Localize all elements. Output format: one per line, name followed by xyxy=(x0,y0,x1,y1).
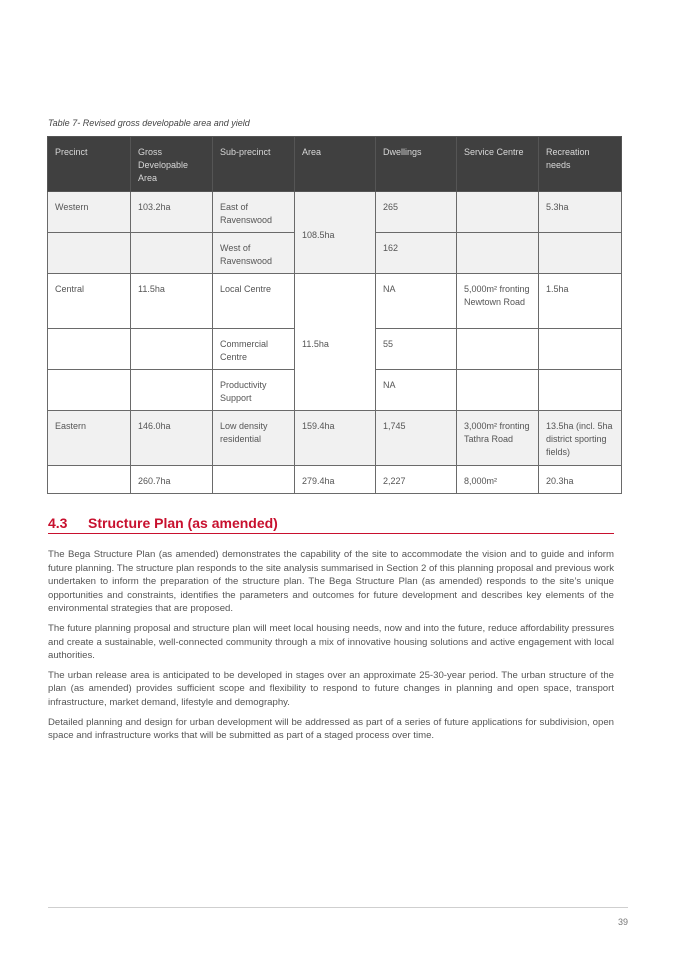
cell-service xyxy=(457,370,539,411)
cell-gross-total: 260.7ha xyxy=(131,466,213,494)
cell-recreation xyxy=(539,233,622,274)
cell-area: 11.5ha xyxy=(295,274,376,411)
table-row xyxy=(48,192,622,233)
table-row xyxy=(48,274,622,329)
cell-gross xyxy=(131,329,213,370)
cell-dwellings: 1,745 xyxy=(376,411,457,466)
cell-area: 108.5ha xyxy=(295,192,376,274)
cell-dwellings-total: 2,227 xyxy=(376,466,457,494)
header-sub-precinct: Sub-precinct xyxy=(213,137,295,192)
paragraph: The urban release area is anticipated to be developed in stages over an approximate 25-30-year period. The urban structure of the plan (as amended) provides sufficient scope and flexibility to respond to future changes in planning and open space, transport infrastructure, market demand, lifestyle and demography. xyxy=(48,669,614,708)
cell-precinct xyxy=(48,233,131,274)
cell-precinct xyxy=(48,370,131,411)
cell-service xyxy=(457,192,539,233)
table-total-row xyxy=(48,466,622,494)
cell-dwellings: 162 xyxy=(376,233,457,274)
cell-sub-precinct: Local Centre xyxy=(213,274,295,329)
table-row xyxy=(48,411,622,466)
cell-sub-precinct: Commercial Centre xyxy=(213,329,295,370)
header-gross-developable-area: Gross Developable Area xyxy=(131,137,213,192)
cell-gross: 11.5ha xyxy=(131,274,213,329)
cell-service: 3,000m² fronting Tathra Road xyxy=(457,411,539,466)
cell-recreation-total: 20.3ha xyxy=(539,466,622,494)
section-title: Structure Plan (as amended) xyxy=(88,515,278,531)
header-dwellings: Dwellings xyxy=(376,137,457,192)
section-heading xyxy=(48,515,614,534)
cell-area: 159.4ha xyxy=(295,411,376,466)
cell-service xyxy=(457,329,539,370)
header-area: Area xyxy=(295,137,376,192)
cell-recreation xyxy=(539,329,622,370)
cell-recreation: 13.5ha (incl. 5ha district sporting fields) xyxy=(539,411,622,466)
cell-sub-precinct: Low density residential xyxy=(213,411,295,466)
body-text xyxy=(48,548,614,749)
header-service-centre: Service Centre xyxy=(457,137,539,192)
cell-recreation xyxy=(539,370,622,411)
cell-area-total: 279.4ha xyxy=(295,466,376,494)
cell-sub-precinct: Productivity Support xyxy=(213,370,295,411)
cell-dwellings: 55 xyxy=(376,329,457,370)
paragraph: The Bega Structure Plan (as amended) demonstrates the capability of the site to accommodate the vision and to guide and inform future planning. The structure plan responds to the site analysis summarised in Section 2 of this planning proposal and previous work undertaken to inform the preparation of the structure plan. The Bega Structure Plan (as amended) responds to the site’s unique opportunities and constraints, identifies the parameters and outcomes for future development and describes key elements of the environmental strategies that are proposed. xyxy=(48,549,614,615)
section-number: 4.3 xyxy=(48,515,68,531)
cell-service: 5,000m² fronting Newtown Road xyxy=(457,274,539,329)
page-number: 39 xyxy=(617,917,628,927)
cell-precinct xyxy=(48,329,131,370)
cell-dwellings: NA xyxy=(376,370,457,411)
cell-gross xyxy=(131,233,213,274)
cell-precinct: Eastern xyxy=(48,411,131,466)
footer-divider xyxy=(48,907,628,908)
cell-dwellings: 265 xyxy=(376,192,457,233)
paragraph: The future planning proposal and structure plan will meet local housing needs, now and into the future, reduce affordability pressures and create a sustainable, well-connected community through a mix of innovative housing solutions and active engagement with local authorities. xyxy=(48,622,614,662)
cell-precinct xyxy=(48,466,131,494)
cell-sub-precinct: West of Ravenswood xyxy=(213,233,295,274)
cell-gross: 146.0ha xyxy=(131,411,213,466)
paragraph: Detailed planning and design for urban development will be addressed as part of a series of future applications for subdivision, open space and infrastructure works that will be submitted as part of a staged process over time. xyxy=(48,716,614,742)
header-recreation-needs: Recreation needs xyxy=(539,137,622,192)
cell-precinct: Central xyxy=(48,274,131,329)
cell-gross: 103.2ha xyxy=(131,192,213,233)
table-header-row xyxy=(48,137,622,192)
cell-dwellings: NA xyxy=(376,274,457,329)
cell-service xyxy=(457,233,539,274)
table-caption: Table 7- Revised gross developable area and yield xyxy=(48,118,250,128)
cell-sub-precinct xyxy=(213,466,295,494)
cell-recreation: 5.3ha xyxy=(539,192,622,233)
gross-developable-area-table xyxy=(47,136,622,494)
cell-gross xyxy=(131,370,213,411)
header-precinct: Precinct xyxy=(48,137,131,192)
cell-sub-precinct: East of Ravenswood xyxy=(213,192,295,233)
cell-recreation: 1.5ha xyxy=(539,274,622,329)
cell-service-total: 8,000m² xyxy=(457,466,539,494)
cell-precinct: Western xyxy=(48,192,131,233)
